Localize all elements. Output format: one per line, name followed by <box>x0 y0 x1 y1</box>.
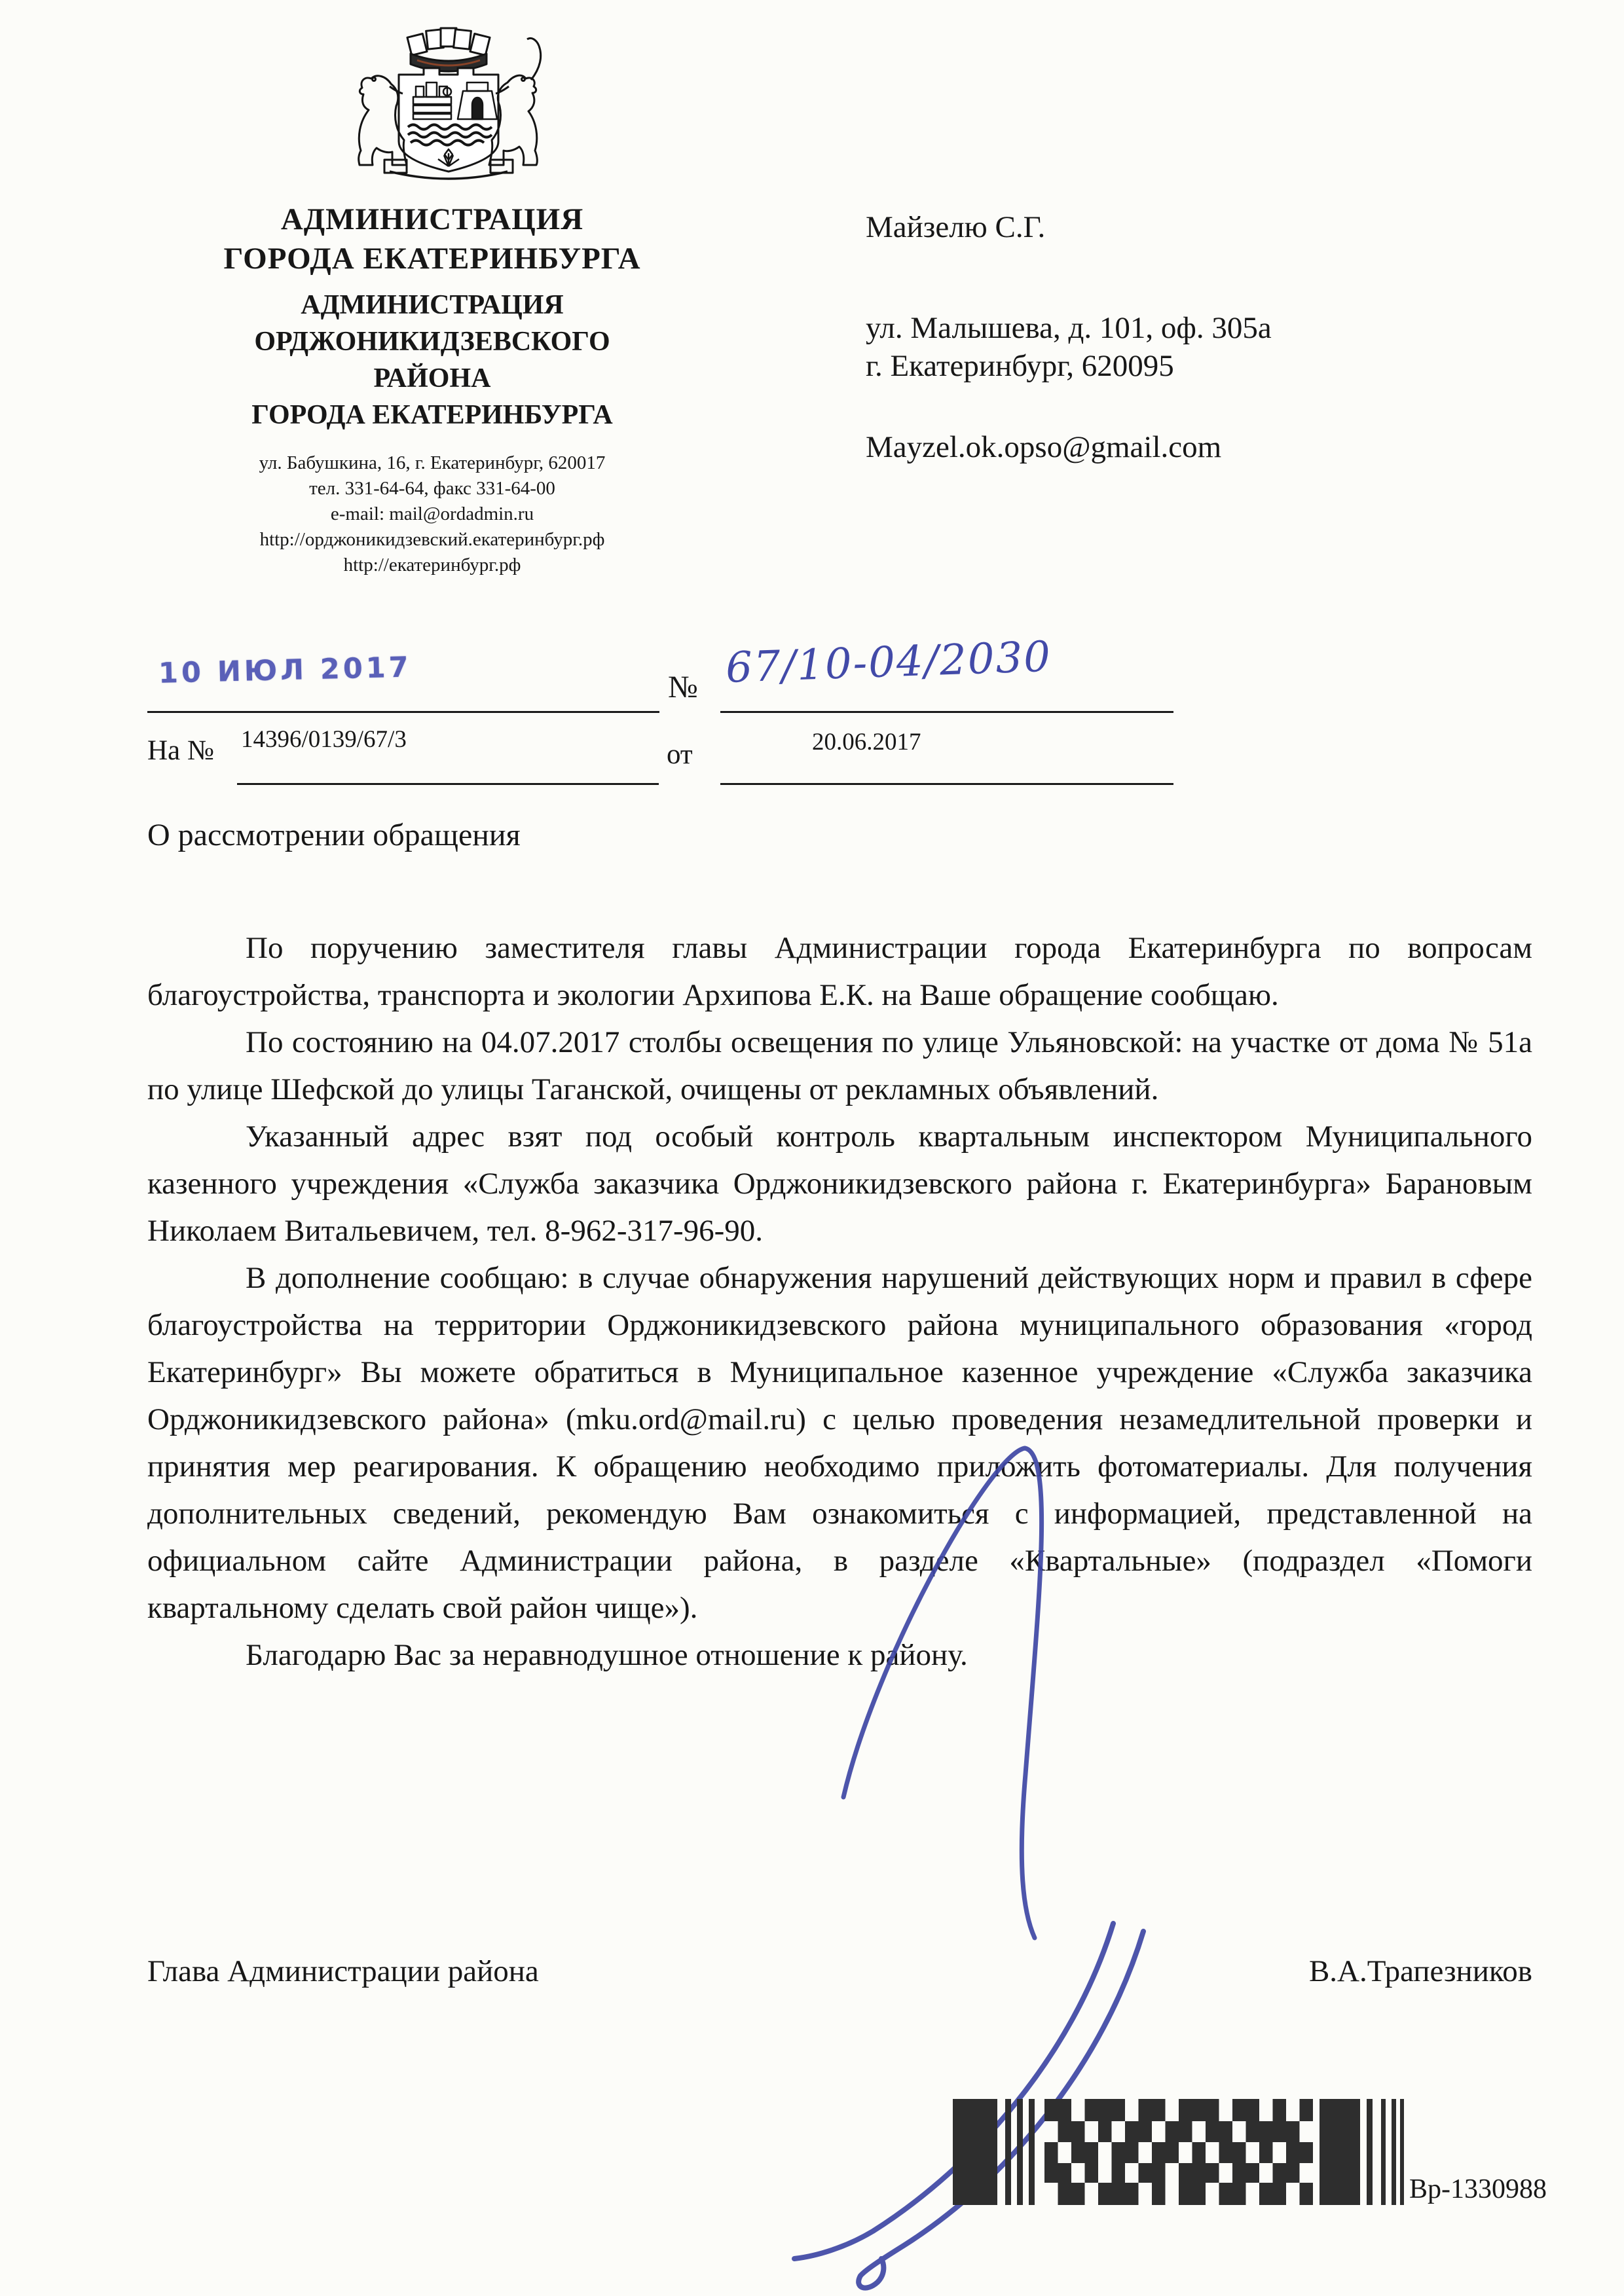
paragraph: Благодарю Вас за неравнодушное отношение к району. <box>246 1638 968 1672</box>
date-stamp: 10 ИЮЛ 2017 <box>158 651 413 690</box>
divider <box>147 711 659 713</box>
paragraph: В дополнение сообщаю: в случае обнаружения нарушений действующих норм и правил в сфере благоустройства на территории Орджоникидзевского района муниципального образования «город Екатеринбург» Вы можете обратиться в Муниципальное казенное учреждение «Служба заказчика Орджоникидзевского района» (mku.ord@mail.ru) с целью проведения незамедлительной проверки и принятия мер реагирования. К обращению необходимо приложить фотоматериалы. Для получения дополнительных сведений, рекомендую Вам ознакомиться с информацией, представленной на официальном сайте Администрации района, в разделе «Квартальные» (подраздел «Помоги квартальному сделать свой район чище»). <box>147 1261 1532 1625</box>
letterhead-district-name <box>124 287 740 433</box>
signer-name: В.А.Трапезников <box>1308 1954 1532 1988</box>
paragraph: По поручению заместителя главы Администрации города Екатеринбурга по вопросам благоустройства, транспорта и экологии Архипова Е.К. на Ваше обращение сообщаю. <box>147 931 1532 1012</box>
recipient-block <box>866 208 1455 466</box>
divider <box>720 783 1173 785</box>
recipient-street: ул. Малышева, д. 101, оф. 305а <box>866 311 1272 345</box>
reply-to-label: На № <box>147 735 214 766</box>
paragraph: Указанный адрес взят под особый контроль квартальным инспектором Муниципального казенного учреждения «Служба заказчика Орджоникидзевского района г. Екатеринбурга» Барановым Николаем Витальевичем, тел. 8-962-317-96-90. <box>147 1120 1532 1248</box>
barcode-label: Вр-1330988 <box>1409 2174 1547 2204</box>
contact-phone: тел. 331-64-64, факс 331-64-00 <box>309 478 555 499</box>
contact-website-city: http://екатеринбург.рф <box>343 555 521 575</box>
district-name-line: ОРДЖОНИКИДЗЕВСКОГО <box>254 327 610 357</box>
org-name-line: АДМИНИСТРАЦИЯ <box>280 202 584 236</box>
contact-address: ул. Бабушкина, 16, г. Екатеринбург, 620017 <box>259 452 606 473</box>
district-name-line: РАЙОНА <box>373 363 491 393</box>
outgoing-number-label: № <box>668 670 698 704</box>
district-name-line: АДМИНИСТРАЦИЯ <box>301 290 564 320</box>
signer-position: Глава Администрации района <box>147 1954 539 1988</box>
contact-website-district: http://орджоникидзевский.екатеринбург.рф <box>259 529 605 550</box>
reply-to-number: 14396/0139/67/3 <box>241 726 407 753</box>
letter-body <box>147 924 1532 1679</box>
reply-date: 20.06.2017 <box>812 729 921 756</box>
coat-of-arms <box>350 13 547 189</box>
org-name-line: ГОРОДА ЕКАТЕРИНБУРГА <box>223 242 641 276</box>
divider <box>237 783 659 785</box>
crown-icon <box>407 28 490 55</box>
letterhead-contact-block <box>124 450 740 578</box>
contact-email: e-mail: mail@ordadmin.ru <box>330 503 534 524</box>
district-name-line: ГОРОДА ЕКАТЕРИНБУРГА <box>251 400 613 430</box>
registration-barcode <box>953 2099 1405 2205</box>
letterhead-org-name <box>124 200 740 278</box>
subject-line: О рассмотрении обращения <box>147 818 521 852</box>
recipient-name: Майзелю С.Г. <box>866 210 1046 244</box>
recipient-city: г. Екатеринбург, 620095 <box>866 349 1174 383</box>
reply-from-label: от <box>667 739 693 770</box>
divider <box>720 711 1173 713</box>
recipient-email: Mayzel.ok.opso@gmail.com <box>866 430 1222 464</box>
paragraph: По состоянию на 04.07.2017 столбы освещения по улице Ульяновской: на участке от дома № 51а по улице Шефской до улицы Таганской, очищены от рекламных объявлений. <box>147 1025 1532 1106</box>
outgoing-number-handwritten: 67/10-04/2030 <box>724 632 1053 693</box>
